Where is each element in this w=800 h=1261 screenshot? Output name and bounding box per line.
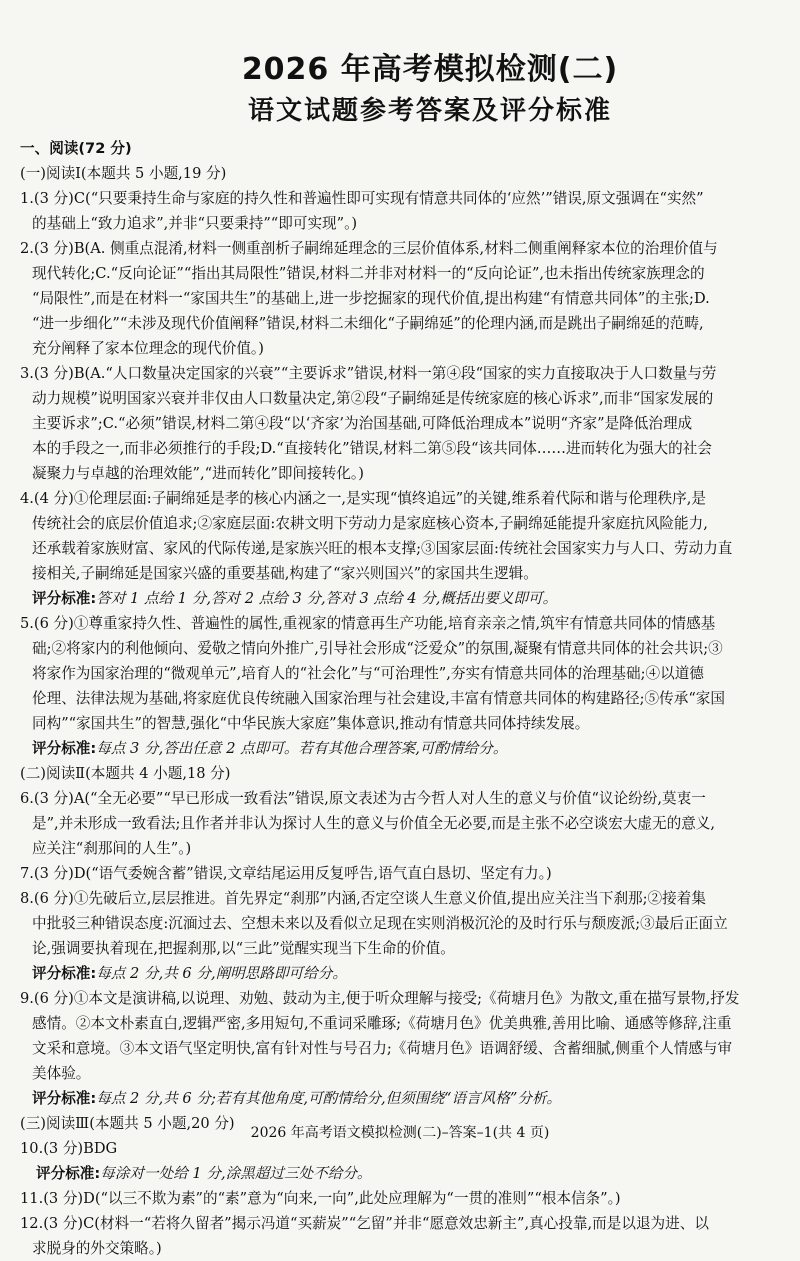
answer-line — [20, 1011, 784, 1036]
answer-line — [20, 1236, 784, 1261]
scoring-criteria-label: 评分标准: — [32, 740, 97, 757]
scoring-criteria-line — [20, 961, 784, 986]
line-text: 5.(6 分)①尊重家持久性、普遍性的属性,重视家的情意再生产功能,培育亲亲之情,筑牢有情意共同体的情感基 — [20, 615, 716, 632]
answer-line — [20, 786, 784, 811]
line-text: “进一步细化”“未涉及现代价值阐释”错误,材料二未细化“子嗣绵延”的伦理内涵,而是跳出子嗣绵延的范畴, — [32, 315, 704, 332]
line-text: 础;②将家内的利他倾向、爱敬之情向外推广,引导社会形成“泛爱众”的氛围,凝聚有情意共同体的社会共识;③ — [32, 640, 723, 657]
answer-line — [20, 711, 784, 736]
line-text: 论,强调要执着现在,把握刹那,以“三此”觉醒实现当下生命的价值。 — [32, 940, 455, 957]
line-text: 答对 1 点给 1 分,答对 2 点给 3 分,答对 3 点给 4 分,概括出要义即可。 — [96, 590, 558, 607]
line-text: 11.(3 分)D(“以三不欺为素”的“素”意为“向来,一向”,此处应理解为“一贯的准则”“根本信条”。) — [20, 1190, 621, 1207]
line-text: “局限性”,而是在材料一“家国共生”的基础上,进一步挖掘家的现代价值,提出构建“有情意共同体”的主张;D. — [32, 290, 710, 307]
line-text: 感情。②本文朴素直白,逻辑严密,多用短句,不重词采雕琢;《荷塘月色》优美典雅,善用比喻、通感等修辞,注重 — [32, 1015, 732, 1032]
scoring-criteria-label: 评分标准: — [32, 1090, 97, 1107]
answer-line — [20, 911, 784, 936]
line-text: 6.(3 分)A(“全无必要”“早已形成一致看法”错误,原文表述为古今哲人对人生的意义与价值“议论纷纷,莫衷一 — [20, 790, 706, 807]
line-text: 10.(3 分)BDG — [20, 1140, 118, 1157]
answer-line — [20, 286, 784, 311]
answer-line — [20, 486, 784, 511]
answer-line — [20, 411, 784, 436]
line-text: 文采和意境。③本文语气坚定明快,富有针对性与号召力;《荷塘月色》语调舒缓、含蓄细腻,侧重个人情感与审 — [32, 1040, 733, 1057]
scoring-criteria-line — [20, 1161, 784, 1186]
answer-line — [20, 136, 784, 161]
line-text: 美体验。 — [32, 1065, 91, 1082]
answer-line — [20, 686, 784, 711]
line-text: 应关注“刹那间的人生”。) — [32, 840, 192, 857]
answer-line — [20, 361, 784, 386]
line-text: 每涂对一处给 1 分,涂黑超过三处不给分。 — [100, 1165, 372, 1182]
answer-line — [20, 636, 784, 661]
line-text: 8.(6 分)①先破后立,层层推进。首先界定“刹那”内涵,否定空谈人生意义价值,提出应关注当下刹那;②接着集 — [20, 890, 706, 907]
line-text: 现代转化;C.“反向论证”“指出其局限性”错误,材料二并非对材料一的“反向论证”,也未指出传统家族理念的 — [32, 265, 705, 282]
line-text: 每点 3 分,答出任意 2 点即可。若有其他合理答案,可酌情给分。 — [96, 740, 508, 757]
answer-line — [20, 1186, 784, 1211]
line-text: 本的手段之一,而非必须推行的手段;D.“直接转化”错误,材料二第⑤段“该共同体……进而转化为强大的社会 — [32, 440, 712, 457]
line-text: 1.(3 分)C(“只要秉持生命与家庭的持久性和普遍性即可实现有情意共同体的‘应然’”错误,原文强调在“实然” — [20, 190, 704, 207]
answer-line — [20, 511, 784, 536]
line-text: 一、阅读(72 分) — [20, 140, 132, 157]
line-text: 是”,并未形成一致看法;且作者并非认为探讨人生的意义与价值全无必要,而是主张不必空谈宏大虚无的意义, — [32, 815, 716, 832]
line-text: 凝聚力与卓越的治理效能”,“进而转化”即间接转化。) — [32, 465, 364, 482]
answer-line — [20, 811, 784, 836]
answer-line — [20, 261, 784, 286]
line-text: 中批驳三种错误态度:沉湎过去、空想未来以及看似立足现在实则消极沉沦的及时行乐与颓废派;③最后正面立 — [32, 915, 728, 932]
answer-line — [20, 761, 784, 786]
line-text: 9.(6 分)①本文是演讲稿,以说理、劝勉、鼓动为主,便于听众理解与接受;《荷塘月色》为散文,重在描写景物,抒发 — [20, 990, 740, 1007]
line-text: (二)阅读Ⅱ(本题共 4 小题,18 分) — [20, 765, 231, 782]
answer-line — [20, 436, 784, 461]
scoring-criteria-line — [20, 736, 784, 761]
scoring-criteria-label: 评分标准: — [32, 965, 97, 982]
line-text: 7.(3 分)D(“语气委婉含蓄”错误,文章结尾运用反复呼告,语气直白恳切、坚定有力。) — [20, 865, 552, 882]
scoring-criteria-label: 评分标准: — [32, 590, 97, 607]
page-title: 2026 年高考模拟检测(二) — [241, 52, 619, 87]
answer-content — [20, 136, 784, 1261]
page-subtitle: 语文试题参考答案及评分标准 — [247, 96, 612, 126]
answer-line — [20, 536, 784, 561]
line-text: 接相关,子嗣绵延是国家兴盛的重要基础,构建了“家兴则国兴”的家国共生逻辑。 — [32, 565, 538, 582]
answer-line — [20, 611, 784, 636]
line-text: 3.(3 分)B(A.“人口数量决定国家的兴衰”“主要诉求”错误,材料一第④段“国家的实力直接取决于人口数量与劳 — [20, 365, 717, 382]
answer-line — [20, 186, 784, 211]
answer-line — [20, 861, 784, 886]
answer-line — [20, 1036, 784, 1061]
line-text: 伦理、法律法规为基础,将家庭优良传统融入国家治理与社会建设,丰富有情意共同体的构建路径;⑤传承“家国 — [32, 690, 725, 707]
line-text: 每点 2 分,共 6 分;若有其他角度,可酌情给分,但须围绕“语言风格”分析。 — [96, 1090, 562, 1107]
answer-line — [20, 1211, 784, 1236]
answer-line — [20, 661, 784, 686]
answer-line — [20, 386, 784, 411]
line-text: 动力规模”说明国家兴衰并非仅由人口数量决定,第②段“子嗣绵延是传统家庭的核心诉求”,而非“国家发展的 — [32, 390, 714, 407]
line-text: 4.(4 分)①伦理层面:子嗣绵延是孝的核心内涵之一,是实现“慎终追远”的关键,维系着代际和谐与伦理秩序,是 — [20, 490, 706, 507]
line-text: 充分阐释了家本位理念的现代价值。) — [32, 340, 264, 357]
line-text: 将家作为国家治理的“微观单元”,培育人的“社会化”与“可治理性”,夯实有情意共同体的治理基础;④以道德 — [32, 665, 704, 682]
answer-line — [20, 936, 784, 961]
line-text: 12.(3 分)C(材料一“若将久留者”揭示冯道“买薪炭”“乞留”并非“愿意效忠新主”,真心投靠,而是以退为进、以 — [20, 1215, 709, 1232]
line-text: 同构”“家国共生”的智慧,强化“中华民族大家庭”集体意识,推动有情意共同体持续发展。 — [32, 715, 590, 732]
scoring-criteria-line — [20, 1086, 784, 1111]
line-text: 的基础上“致力追求”,并非“只要秉持”“即可实现”。) — [32, 215, 358, 232]
line-text: 2.(3 分)B(A. 侧重点混淆,材料一侧重剖析子嗣绵延理念的三层价值体系,材料二侧重阐释家本位的治理价值与 — [20, 240, 718, 257]
page-footer: 2026 年高考语文模拟检测(二)–答案–1(共 4 页) — [250, 1125, 550, 1141]
line-text: 每点 2 分,共 6 分,阐明思路即可给分。 — [96, 965, 347, 982]
line-text: 求脱身的外交策略。) — [32, 1240, 162, 1257]
answer-line — [20, 836, 784, 861]
answer-line — [20, 561, 784, 586]
line-text: (三)阅读Ⅲ(本题共 5 小题,20 分) — [20, 1115, 235, 1132]
line-text: 还承载着家族财富、家风的代际传递,是家族兴旺的根本支撑;③国家层面:传统社会国家实力与人口、劳动力直 — [32, 540, 733, 557]
scoring-criteria-line — [20, 586, 784, 611]
line-text: (一)阅读Ⅰ(本题共 5 小题,19 分) — [20, 165, 227, 182]
scoring-criteria-label: 评分标准: — [36, 1165, 101, 1182]
answer-line — [20, 886, 784, 911]
answer-line — [20, 311, 784, 336]
answer-line — [20, 461, 784, 486]
answer-line — [20, 986, 784, 1011]
line-text: 传统社会的底层价值追求;②家庭层面:农耕文明下劳动力是家庭核心资本,子嗣绵延能提升家庭抗风险能力, — [32, 515, 708, 532]
answer-line — [20, 1061, 784, 1086]
answer-line — [20, 336, 784, 361]
line-text: 主要诉求”;C.“必须”错误,材料二第④段“以‘齐家’为治国基础,可降低治理成本”说明“齐家”是降低治理成 — [32, 415, 693, 432]
answer-line — [20, 236, 784, 261]
answer-line — [20, 211, 784, 236]
answer-line — [20, 161, 784, 186]
